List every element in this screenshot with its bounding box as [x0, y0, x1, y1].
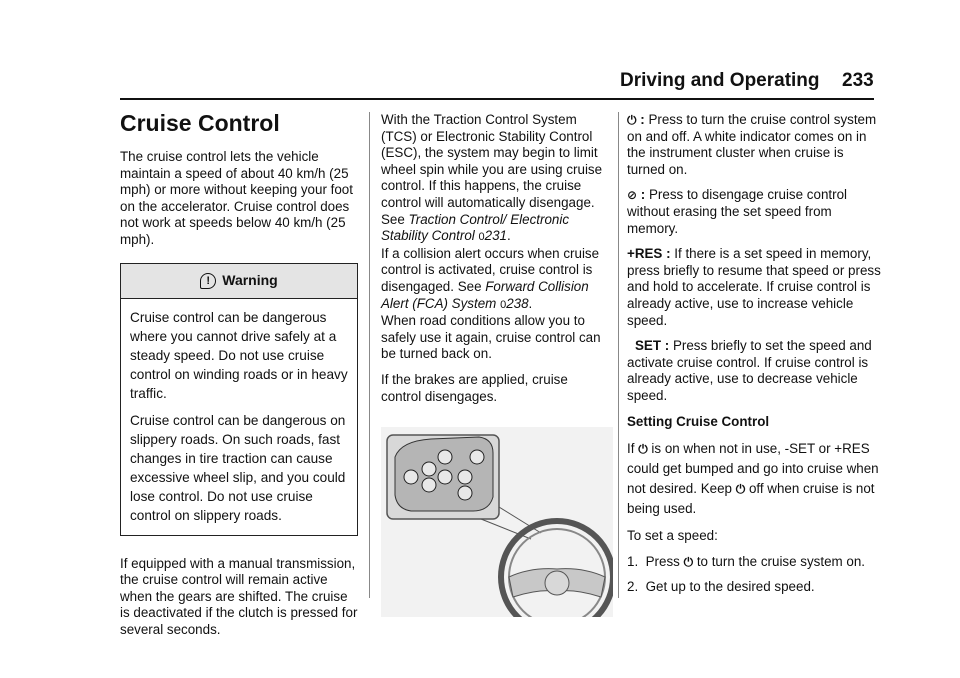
term-label: : — [640, 187, 646, 203]
steering-wheel-illustration — [381, 427, 613, 617]
term-label: SET : — [635, 338, 670, 354]
step-1 — [627, 554, 882, 571]
step-2 — [627, 579, 882, 596]
text: Get up to the desired speed. — [645, 579, 815, 595]
warning-header — [121, 264, 357, 299]
column-3 — [627, 112, 882, 605]
text: If — [627, 441, 635, 457]
cruise-cancel-icon: ⊘ — [627, 188, 638, 203]
page-ref[interactable]: 231 — [484, 228, 507, 244]
page-ref-symbol: 0 — [500, 298, 507, 311]
brakes-paragraph: If the brakes are applied, cruise control disengages. — [381, 371, 568, 404]
cruise-onoff-icon: ⏻ — [638, 442, 648, 457]
manual-transmission-paragraph: If equipped with a manual transmission, the cruise control will remain active when the gears are shifted. The cruise is deactivated if the clutch is pressed for several seconds. — [120, 555, 358, 637]
res-paragraph — [627, 246, 882, 329]
onoff-paragraph — [627, 112, 882, 178]
warning-title: Warning — [222, 272, 278, 289]
cruise-onoff-icon: ⏻ — [735, 482, 746, 497]
cross-reference[interactable]: Traction Control/ Electronic Stability Control — [381, 211, 570, 244]
definition: Press briefly to set the speed and activate cruise control. If cruise control is already active, use to decrease vehicle speed. — [627, 338, 872, 403]
page-ref-symbol: 0 — [478, 231, 485, 244]
warning-body — [121, 299, 357, 535]
warning-box — [120, 263, 358, 536]
definition: Press to turn the cruise control system on and off. A white indicator comes on in the instrument cluster when cruise is turned on. — [627, 112, 877, 177]
column-1 — [120, 110, 358, 648]
column-2 — [381, 112, 611, 617]
text: With the Traction Control System (TCS) or Electronic Stability Control (ESC), the system may begin to limit wheel spin while you are using cruise control. If this happens, the cruise control will automatically disengage. See — [381, 112, 603, 227]
text: If a collision alert occurs when cruise control is activated, cruise control is disengaged. See — [381, 245, 600, 294]
text: to turn the cruise system on. — [696, 553, 866, 569]
definition: If there is a set speed in memory, press briefly to resume that speed or press and hold to accelerate. If cruise control is already active, use to increase vehicle speed. — [627, 246, 881, 328]
set-paragraph — [627, 338, 882, 404]
step-number: 1. — [627, 553, 639, 569]
section-heading: Cruise Control — [120, 110, 280, 136]
header-rule — [120, 98, 874, 100]
column-divider-2 — [618, 112, 619, 598]
collision-paragraph: If a collision alert occurs when cruise control is activated, cruise control is disengaged. See Forward Collision Alert (FCA) System 0238. — [381, 245, 600, 311]
warning-icon: ! — [200, 273, 216, 289]
term-label: : — [640, 112, 645, 127]
definition: Press to disengage cruise control without erasing the set speed from memory. — [627, 187, 847, 236]
text: Press — [645, 553, 680, 569]
page-number: 233 — [842, 70, 874, 91]
column-divider-1 — [369, 112, 370, 598]
text: off when cruise is not being used. — [627, 481, 875, 517]
warning-paragraph: Cruise control can be dangerous on slippery roads. On such roads, fast changes in tire traction can cause excessive wheel slip, and you could lose control. Do not use cruise control on slippery roads. — [130, 412, 346, 523]
text: is on when not in use, -SET or +RES could get bumped and go into cruise when not desired. Keep — [627, 441, 879, 497]
step-number: 2. — [627, 579, 639, 595]
warning-paragraph: Cruise control can be dangerous where you cannot drive safely at a steady speed. Do not use cruise control on winding roads or in heavy traffic. — [130, 309, 348, 401]
page-ref[interactable]: 238 — [506, 295, 529, 311]
cancel-paragraph — [627, 187, 882, 237]
intro-paragraph: The cruise control lets the vehicle maintain a speed of about 40 km/h (25 mph) or more without keeping your foot on the accelerator. Cruise control does not work at speeds below 40 km/h (25 mph). — [120, 149, 353, 247]
cruise-onoff-icon: ⏻ — [627, 113, 637, 127]
to-set-paragraph: To set a speed: — [627, 528, 718, 544]
traction-paragraph: With the Traction Control System (TCS) or Electronic Stability Control (ESC), the system may begin to limit wheel spin while you are using cruise control. If this happens, the cruise control will automatically disengage. See Traction Control/ Electronic Stability Control 0231. — [381, 112, 603, 244]
setting-paragraph — [627, 439, 882, 519]
steering-wheel-figure — [381, 427, 613, 617]
term-label: +RES : — [627, 246, 671, 262]
page-header-title: Driving and Operating — [620, 70, 820, 91]
setting-heading: Setting Cruise Control — [627, 413, 770, 429]
cross-reference[interactable]: Forward Collision Alert (FCA) System — [381, 278, 589, 311]
cruise-onoff-icon: ⏻ — [683, 554, 694, 569]
road-conditions-paragraph: When road conditions allow you to safely use it again, cruise control can be turned back on. — [381, 313, 601, 362]
